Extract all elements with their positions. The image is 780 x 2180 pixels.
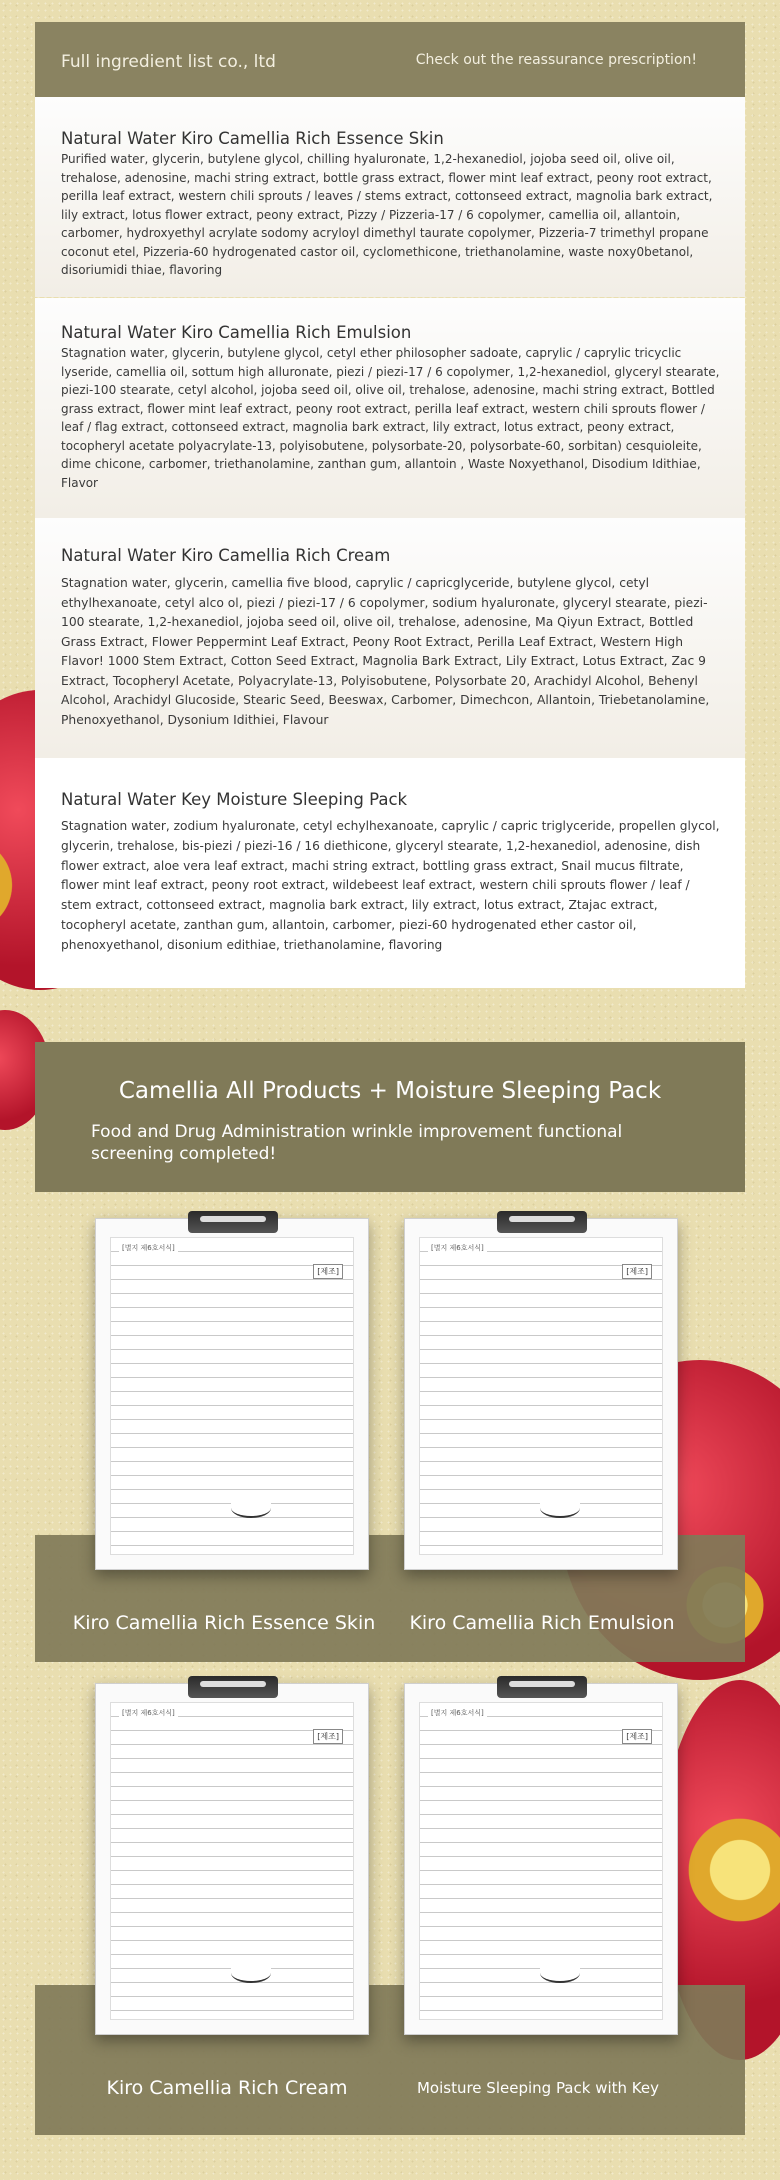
signature-mark [540, 1963, 580, 1983]
product-name: Natural Water Kiro Camellia Rich Emulsion [61, 323, 412, 342]
certification-title: Camellia All Products + Moisture Sleeping Pack [118, 1078, 662, 1104]
certificate-paper [419, 1237, 663, 1555]
certificate-document-image [95, 1683, 369, 2035]
form-number: [별지 제6호서식] [119, 1707, 178, 1719]
ingredient-list-header [35, 22, 745, 97]
clipboard-clip-icon [188, 1676, 278, 1698]
ingredient-list-text: Purified water, glycerin, butylene glycol, chilling hyaluronate, 1,2-hexanediol, jojoba seed oil, olive oil, trehalose, adenosine, machi string extract, bottle grass extract, flower mint leaf extract, peony root extract, perilla leaf extract, western chili sprouts / leaves / stems extract, cottonseed extract, magnolia bark extract, lily extract, lotus flower extract, peony extract, Pizzy / Pizzeria-17 / 6 copolymer, camellia oil, allantoin, carbomer, hydroxyethyl acrylate sodomy acryloyl dimethyl taurate copolymer, Pizzeria-7 trimethyl propane coconut etel, Pizzeria-60 hydrogenated castor oil, cyclomethicone, triethanolamine, waste noxy0betanol, disoriumidi thiae, flavoring [61, 152, 713, 277]
certification-header [35, 1042, 745, 1192]
clipboard-clip-icon [497, 1211, 587, 1233]
clipboard-clip-icon [188, 1211, 278, 1233]
form-stamp: [제조] [622, 1729, 652, 1744]
ingredient-panel-essence-skin [35, 97, 745, 297]
signature-mark [231, 1963, 271, 1983]
certificate-document-image [404, 1683, 678, 2035]
certificate-paper [110, 1237, 354, 1555]
certification-subtitle: Food and Drug Administration wrinkle improvement functional screening completed! [91, 1122, 623, 1164]
certificate-paper [110, 1702, 354, 2020]
ingredient-list-text: Stagnation water, glycerin, butylene glycol, cetyl ether philosopher sadoate, caprylic / caprylic tricyclic lyseride, camellia oil, sottum high alluronate, piezi / piezi-17 / 6 copolymer, 1,2-hexanediol, glyceryl stearate, piezi-100 stearate, cetyl alcohol, jojoba seed oil, olive oil, trehalose, adenosine, machi string extract, Bottled grass extract, flower mint leaf extract, peony root extract, perilla leaf extract, western chili sprouts flower / leaf / flag extract, cottonseed extract, magnolia bark extract, lily extract, lotus extract, peony extract, tocopheryl acetate polyacrylate-13, polyisobutene, polysorbate-20, polysorbate-60, sorbitan) cesquioleite, dime chicone, carbomer, triethanolamine, zanthan gum, allantoin , Waste Noxyethanol, Disodium Idithiae, Flavor [61, 346, 720, 490]
form-number: [별지 제6호서식] [119, 1242, 178, 1254]
header-tagline: Check out the reassurance prescription! [415, 52, 697, 68]
document-caption: Kiro Camellia Rich Essence Skin [72, 1612, 376, 1634]
clipboard-clip-icon [497, 1676, 587, 1698]
signature-mark [540, 1498, 580, 1518]
signature-mark [231, 1498, 271, 1518]
form-stamp: [제조] [622, 1264, 652, 1279]
form-number: [별지 제6호서식] [428, 1242, 487, 1254]
document-caption: Kiro Camellia Rich Cream [106, 2077, 348, 2099]
product-name: Natural Water Kiro Camellia Rich Cream [61, 546, 391, 565]
form-stamp: [제조] [313, 1264, 343, 1279]
product-name: Natural Water Kiro Camellia Rich Essence Skin [61, 129, 444, 148]
ingredient-panel-emulsion [35, 298, 745, 518]
ingredient-panel-cream [35, 518, 745, 758]
certificate-paper [419, 1702, 663, 2020]
ingredient-list-text: Stagnation water, glycerin, camellia five blood, caprylic / capricglyceride, butylene glycol, cetyl ethylhexanoate, cetyl alco ol, piezi / piezi-17 / 6 copolymer, sodium hyaluronate, glyceryl stearate, piezi-100 stearate, 1,2-hexanediol, jojoba seed oil, olive oil, trehalose, adenosine, Ma Qiyun Extract, Bottled Grass Extract, Flower Peppermint Leaf Extract, Peony Root Extract, Perilla Leaf Extract, Western High Flavor! 1000 Stem Extract, Cotton Seed Extract, Magnolia Bark Extract, Lily Extract, Lotus Extract, Zac 9 Extract, Tocopheryl Acetate, Polyacrylate-13, Polyisobutene, Polysorbate 20, Arachidyl Alcohol, Behenyl Alcohol, Arachidyl Glucoside, Stearic Seed, Beeswax, Carbomer, Dimechcon, Allantoin, Triebetanolamine, Phenoxyethanol, Dysonium Idithiei, Flavour [61, 576, 710, 727]
certificate-document-image [404, 1218, 678, 1570]
ingredient-panel-sleeping-pack [35, 758, 745, 988]
ingredient-list-text: Stagnation water, zodium hyaluronate, cetyl echylhexanoate, caprylic / capric triglyceride, propellen glycol, glycerin, trehalose, bis-piezi / piezi-16 / 16 diethicone, glyceryl stearate, 1,2-hexanediol, adenosine, dish flower extract, aloe vera leaf extract, machi string extract, bottling grass extract, Snail mucus filtrate, flower mint leaf extract, peony root extract, wildebeest leaf extract, western chili sprouts flower / leaf / stem extract, cottonseed extract, magnolia bark extract, lily extract, lotus extract, Ztajac extract, tocopheryl acetate, zanthan gum, allantoin, carbomer, piezi-60 hydrogenated ether castor oil, phenoxyethanol, disonium edithiae, triethanolamine, flavoring [61, 819, 720, 952]
certificate-document-image [95, 1218, 369, 1570]
document-caption: Kiro Camellia Rich Emulsion [409, 1612, 675, 1634]
form-number: [별지 제6호서식] [428, 1707, 487, 1719]
header-title: Full ingredient list co., ltd [61, 52, 276, 72]
document-caption: Moisture Sleeping Pack with Key [416, 2079, 659, 2097]
form-stamp: [제조] [313, 1729, 343, 1744]
product-name: Natural Water Key Moisture Sleeping Pack [61, 790, 408, 809]
